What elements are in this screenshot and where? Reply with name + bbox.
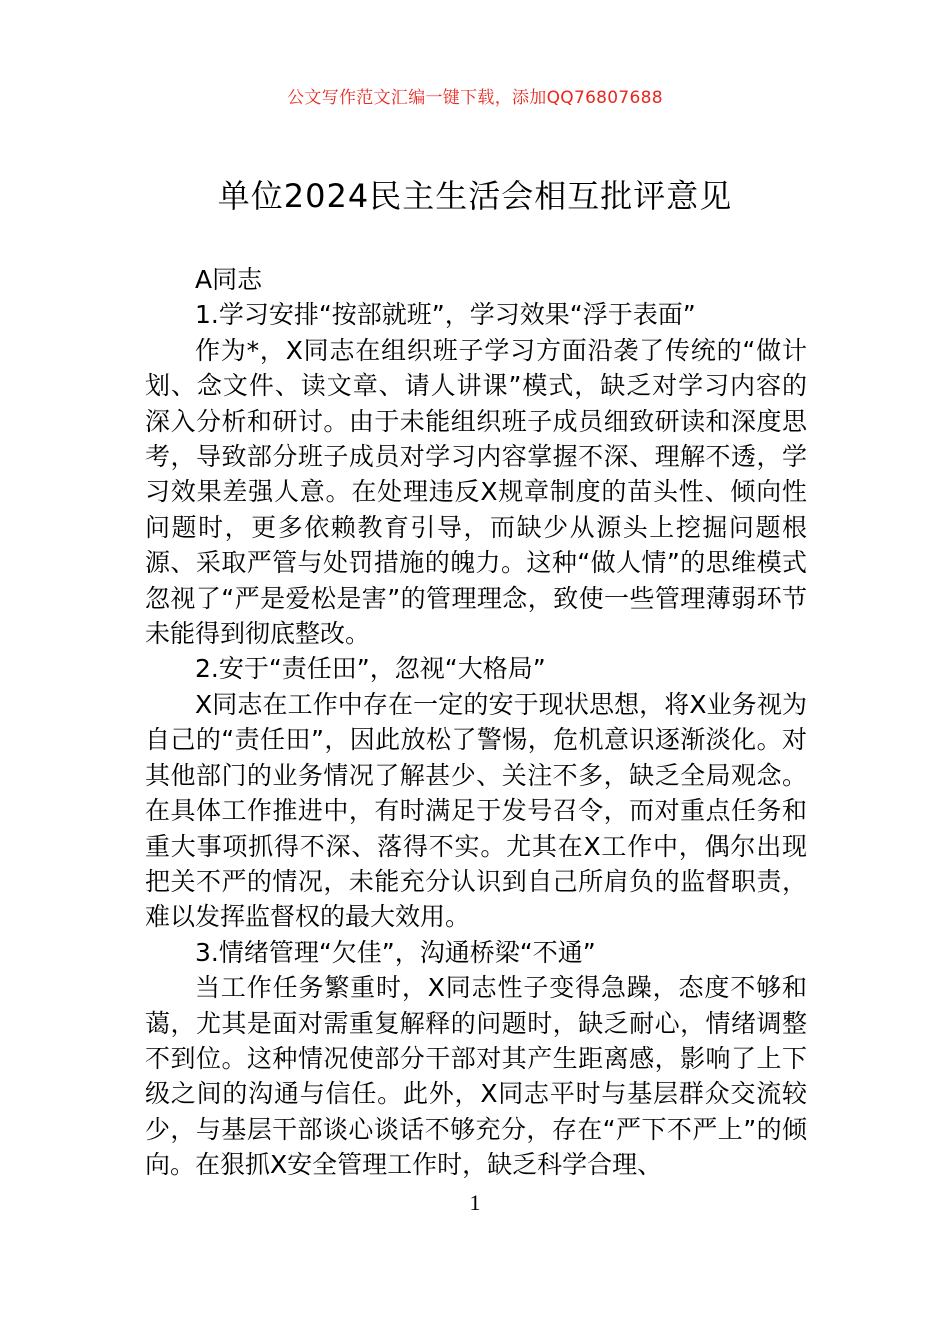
section-heading-3: 3.情绪管理“欠佳”，沟通桥梁“不通”	[195, 937, 596, 967]
section-heading-2: 2.安于“责任田”，忽视“大格局”	[195, 654, 546, 684]
section-body-3: 当工作任务繁重时，X同志性子变得急躁，态度不够和蔼，尤其是面对需重复解释的问题时，缺乏耐心，情绪调整不到位。这种情况使部分干部对其产生距离感，影响了上下级之间的沟通与信任。此外，X同志平时与基层群众交流较少，与基层干部谈心谈话不够充分，存在“严下不严上”的倾向。在狠抓X安全管理工作时，缺乏科学合理、	[145, 973, 807, 1180]
section-heading-1: 1.学习安排“按部就班”，学习效果“浮于表面”	[195, 300, 696, 330]
header-banner: 公文写作范文汇编一键下载，添加QQ76807688	[287, 88, 663, 108]
paragraph-addressee: A同志	[195, 265, 263, 294]
document-body	[145, 262, 807, 1183]
page-number: 1	[469, 1190, 481, 1215]
section-body-2: X同志在工作中存在一定的安于现状思想，将X业务视为自己的“责任田”，因此放松了警惕，危机意识逐渐淡化。对其他部门的业务情况了解甚少、关注不多，缺乏全局观念。在具体工作推进中，有时满足于发号召令，而对重点任务和重大事项抓得不深、落得不实。尤其在X工作中，偶尔出现把关不严的情况，未能充分认识到自己所肩负的监督职责，难以发挥监督权的最大效用。	[145, 689, 807, 932]
section-body-1: 作为*，X同志在组织班子学习方面沿袭了传统的“做计划、念文件、读文章、请人讲课”模式，缺乏对学习内容的深入分析和研讨。由于未能组织班子成员细致研读和深度思考，导致部分班子成员对学习内容掌握不深、理解不透，学习效果差强人意。在处理违反X规章制度的苗头性、倾向性问题时，更多依赖教育引导，而缺少从源头上挖掘问题根源、采取严管与处罚措施的魄力。这种“做人情”的思维模式忽视了“严是爱松是害”的管理理念，致使一些管理薄弱环节未能得到彻底整改。	[145, 335, 807, 649]
document-title: 单位2024民主生活会相互批评意见	[217, 177, 733, 215]
